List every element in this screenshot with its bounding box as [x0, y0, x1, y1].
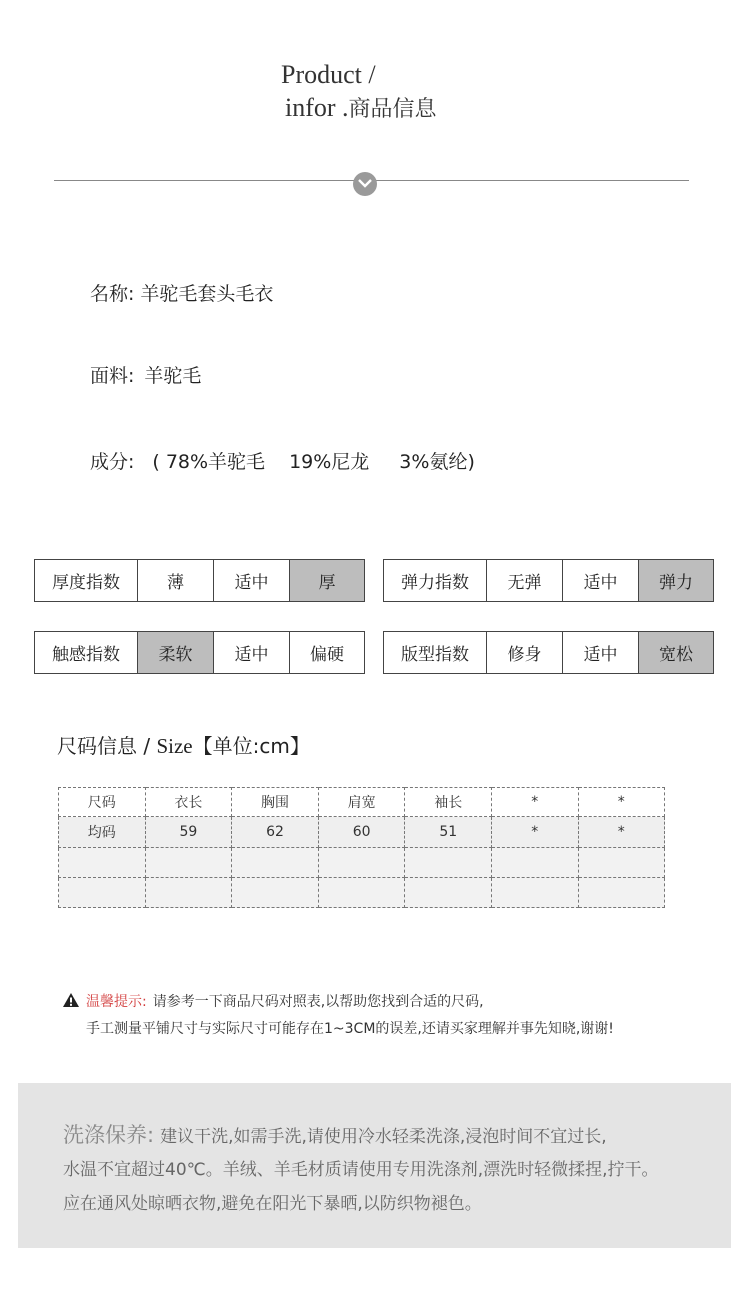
table-cell: 51 [405, 817, 492, 848]
table-cell: 60 [318, 817, 405, 848]
table-cell: * [492, 817, 578, 848]
table-cell [59, 848, 146, 878]
warning-icon [62, 992, 80, 1012]
care-line-1 [63, 1119, 607, 1149]
product-composition [90, 447, 475, 474]
fit-index [383, 631, 714, 674]
care-text-1: 建议干洗,如需手洗,请使用冷水轻柔洗涤,浸泡时间不宜过长, [160, 1127, 607, 1147]
table-cell [578, 848, 664, 878]
table-header-cell: 袖长 [405, 788, 492, 817]
care-text-3: 应在通风处晾晒衣物,避免在阳光下暴晒,以防织物褪色。 [63, 1194, 482, 1214]
composition-label: 成分: [90, 451, 135, 473]
table-header-cell: * [578, 788, 664, 817]
touch-soft: 柔软 [137, 632, 213, 673]
table-header-cell: 胸围 [232, 788, 319, 817]
table-row [59, 848, 665, 878]
table-cell [492, 878, 578, 908]
title-english: Product / [281, 60, 376, 89]
touch-label: 触感指数 [52, 645, 120, 665]
size-title-unit: 【单位:cm】 [192, 734, 310, 758]
table-cell [232, 848, 319, 878]
care-label: 洗涤保养: [63, 1123, 155, 1147]
thickness-thick: 厚 [289, 560, 364, 601]
thickness-label: 厚度指数 [52, 573, 120, 593]
table-header-cell: * [492, 788, 578, 817]
table-cell: * [578, 817, 664, 848]
elasticity-none: 无弹 [486, 560, 562, 601]
elasticity-label: 弹力指数 [401, 573, 469, 593]
table-cell: 均码 [59, 817, 146, 848]
fit-medium: 适中 [562, 632, 638, 673]
elasticity-index [383, 559, 714, 602]
table-cell [145, 878, 232, 908]
table-header-cell: 衣长 [145, 788, 232, 817]
tip-line-1 [62, 991, 484, 1012]
thickness-medium: 适中 [213, 560, 289, 601]
product-name-label: 名称: [90, 283, 135, 305]
fabric-label: 面料: [90, 365, 135, 387]
table-cell [318, 848, 405, 878]
product-name [90, 279, 273, 306]
elasticity-stretch: 弹力 [638, 560, 713, 601]
size-table [58, 787, 665, 908]
composition-nylon: 19%尼龙 [289, 451, 370, 473]
title-chinese: 商品信息 [348, 97, 437, 122]
size-title-en: Size [156, 734, 193, 758]
table-header-cell: 肩宽 [318, 788, 405, 817]
touch-medium: 适中 [213, 632, 289, 673]
care-instructions [18, 1083, 731, 1248]
table-cell [145, 848, 232, 878]
thickness-index [34, 559, 365, 602]
table-cell [59, 878, 146, 908]
title-line2 [285, 92, 437, 123]
fit-slim: 修身 [486, 632, 562, 673]
table-row [59, 878, 665, 908]
composition-spandex: 3%氨纶) [399, 451, 475, 473]
composition-open: ( [152, 451, 160, 473]
table-cell [405, 878, 492, 908]
elasticity-medium: 适中 [562, 560, 638, 601]
table-cell [405, 848, 492, 878]
product-fabric [90, 361, 201, 388]
table-cell [232, 878, 319, 908]
table-cell [578, 878, 664, 908]
size-title [57, 730, 310, 759]
size-title-cn: 尺码信息 / [57, 734, 157, 758]
thickness-thin: 薄 [137, 560, 213, 601]
table-cell: 59 [145, 817, 232, 848]
table-cell: 62 [232, 817, 319, 848]
fabric-value: 羊驼毛 [144, 365, 202, 387]
touch-hard: 偏硬 [289, 632, 364, 673]
touch-index [34, 631, 365, 674]
table-header-cell: 尺码 [59, 788, 146, 817]
chevron-down-icon [353, 172, 377, 196]
composition-alpaca: 78%羊驼毛 [165, 451, 266, 473]
table-cell [492, 848, 578, 878]
tip-text-2: 手工测量平铺尺寸与实际尺寸可能存在1~3CM的误差,还请买家理解并事先知晓,谢谢! [86, 1021, 614, 1037]
fit-label: 版型指数 [401, 645, 469, 665]
table-row [59, 817, 665, 848]
fit-loose: 宽松 [638, 632, 713, 673]
care-text-2: 水温不宜超过40℃。羊绒、羊毛材质请使用专用洗涤剂,漂洗时轻微揉捏,拧干。 [63, 1160, 659, 1180]
title-english-2: infor . [285, 93, 349, 122]
table-header-row [59, 788, 665, 817]
product-name-value: 羊驼毛套头毛衣 [140, 283, 274, 305]
tip-text-1: 请参考一下商品尺码对照表,以帮助您找到合适的尺码, [152, 994, 484, 1010]
tip-label: 温馨提示: [86, 994, 147, 1010]
table-cell [318, 878, 405, 908]
